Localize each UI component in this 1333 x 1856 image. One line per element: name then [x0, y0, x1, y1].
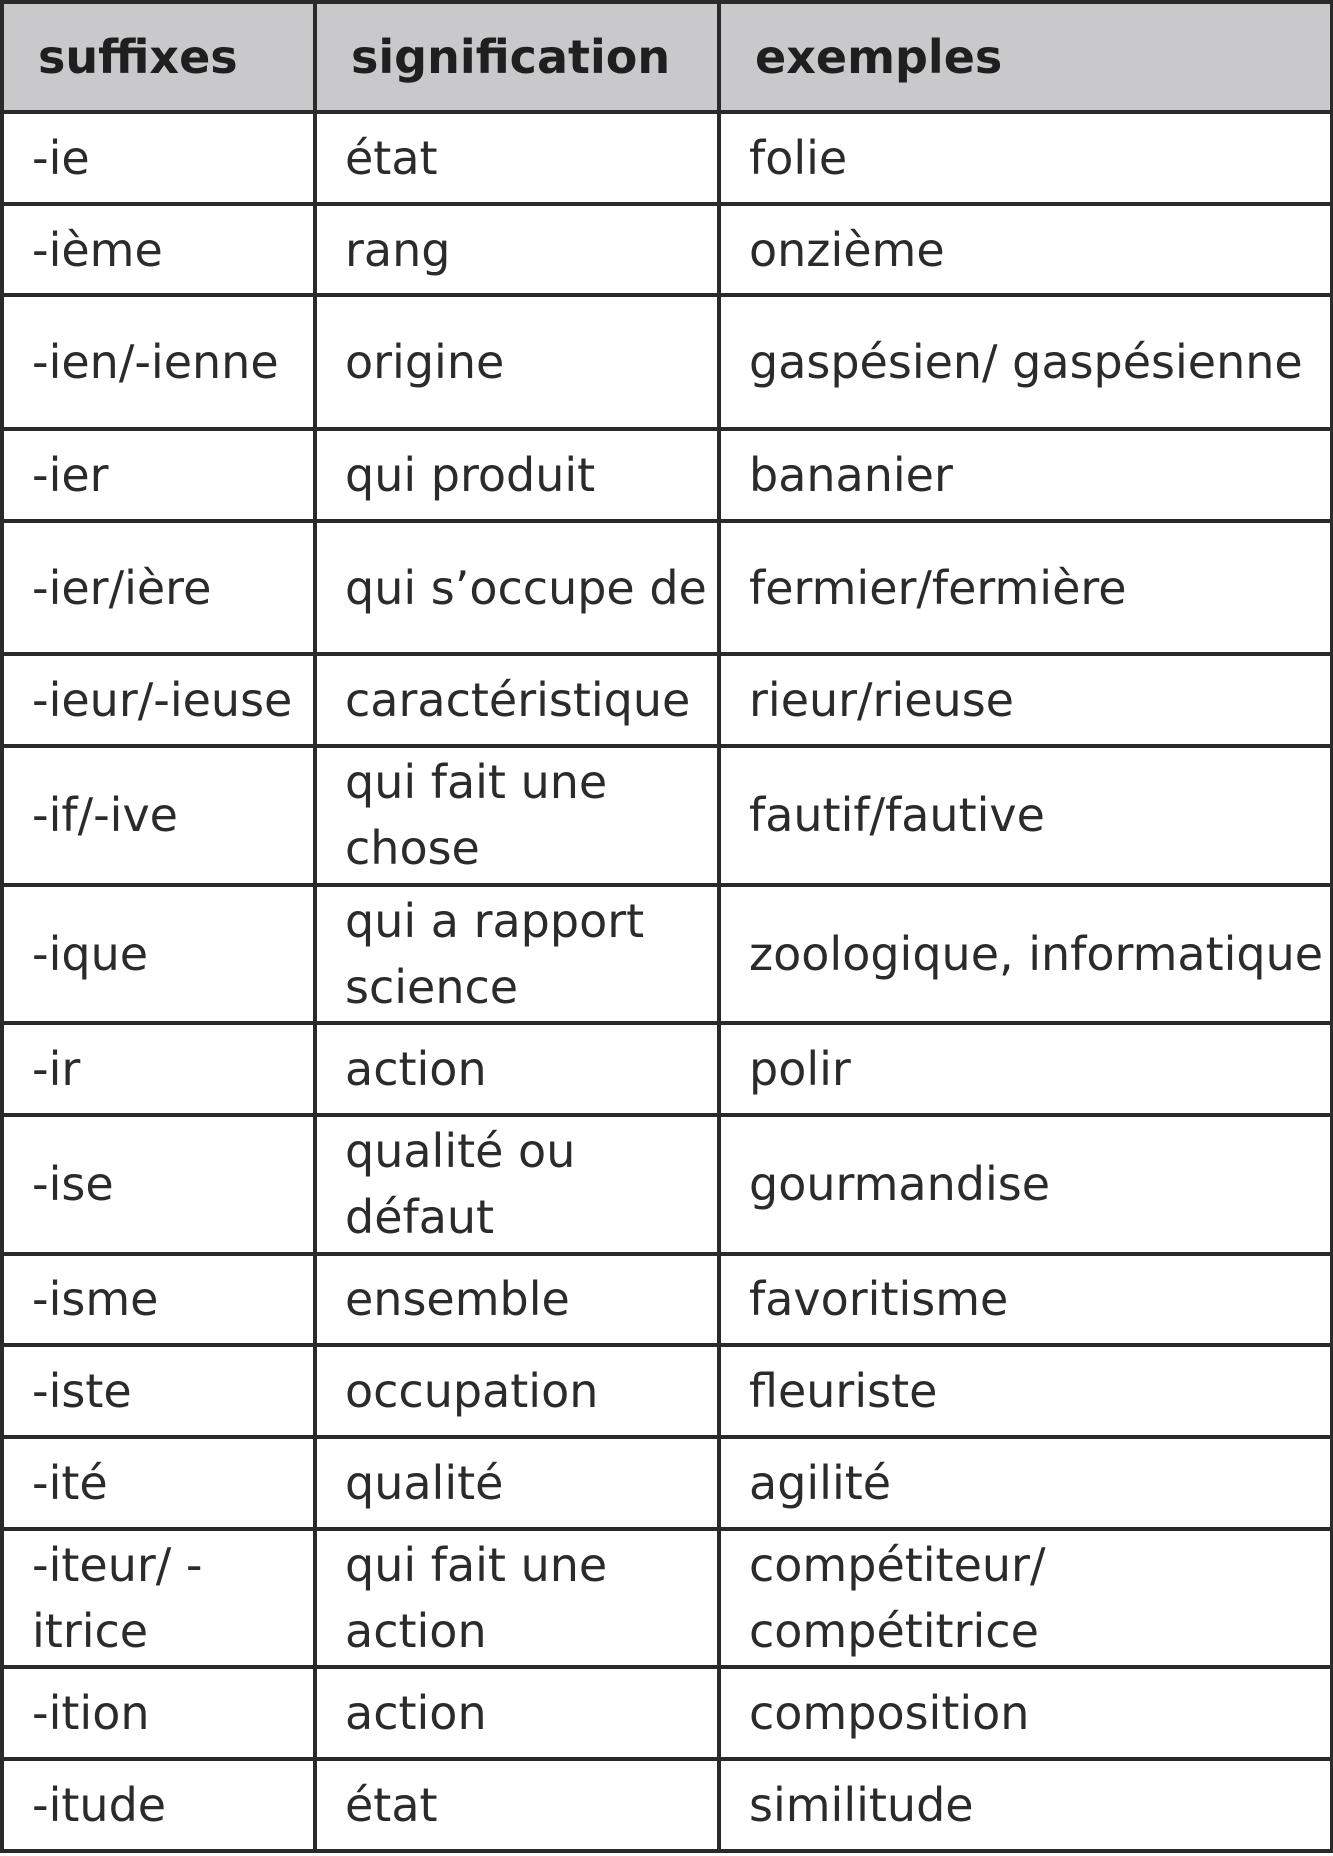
suffix-cell: -ir	[2, 1023, 315, 1115]
example-cell: rieur/rieuse	[719, 654, 1332, 746]
example-cell: zoologique, informatique	[719, 885, 1332, 1024]
suffix-cell: -ition	[2, 1667, 315, 1759]
example-cell: fautif/fautive	[719, 746, 1332, 885]
table-row	[2, 204, 1332, 296]
table-row	[2, 1759, 1332, 1851]
table-row	[2, 746, 1332, 885]
meaning-cell: qui fait une action	[315, 1529, 719, 1668]
meaning-cell: qui produit	[315, 429, 719, 521]
table-header-row	[2, 2, 1332, 112]
meaning-cell: action	[315, 1023, 719, 1115]
meaning-cell: qualité ou défaut	[315, 1115, 719, 1254]
suffix-cell: -isme	[2, 1254, 315, 1346]
table-row	[2, 429, 1332, 521]
suffix-cell: -itude	[2, 1759, 315, 1851]
table-row	[2, 295, 1332, 429]
meaning-cell: qui fait une chose	[315, 746, 719, 885]
table-row	[2, 1437, 1332, 1529]
example-cell: onzième	[719, 204, 1332, 296]
meaning-cell: action	[315, 1667, 719, 1759]
table-row	[2, 1345, 1332, 1437]
table-row	[2, 1254, 1332, 1346]
example-cell: favoritisme	[719, 1254, 1332, 1346]
table-row	[2, 1667, 1332, 1759]
meaning-cell: occupation	[315, 1345, 719, 1437]
suffix-cell: -ie	[2, 112, 315, 204]
example-cell: fleuriste	[719, 1345, 1332, 1437]
meaning-cell: qualité	[315, 1437, 719, 1529]
suffix-cell: -iteur/ -itrice	[2, 1529, 315, 1668]
suffix-cell: -ique	[2, 885, 315, 1024]
example-cell: bananier	[719, 429, 1332, 521]
suffix-cell: -ité	[2, 1437, 315, 1529]
table-row	[2, 1115, 1332, 1254]
suffix-cell: -ien/-ienne	[2, 295, 315, 429]
example-cell: fermier/fermière	[719, 521, 1332, 655]
table-row	[2, 885, 1332, 1024]
example-cell: compétiteur/ compétitrice	[719, 1529, 1332, 1668]
meaning-cell: rang	[315, 204, 719, 296]
table-row	[2, 654, 1332, 746]
suffix-cell: -ise	[2, 1115, 315, 1254]
example-cell: similitude	[719, 1759, 1332, 1851]
meaning-cell: ensemble	[315, 1254, 719, 1346]
example-cell: gourmandise	[719, 1115, 1332, 1254]
suffix-cell: -ier/ière	[2, 521, 315, 655]
suffix-cell: -ier	[2, 429, 315, 521]
column-header-signification: signification	[315, 2, 719, 112]
meaning-cell: origine	[315, 295, 719, 429]
example-cell: polir	[719, 1023, 1332, 1115]
suffix-cell: -if/-ive	[2, 746, 315, 885]
example-cell: agilité	[719, 1437, 1332, 1529]
column-header-suffixes: suffixes	[2, 2, 315, 112]
meaning-cell: qui s’occupe de	[315, 521, 719, 655]
suffix-cell: -ieur/-ieuse	[2, 654, 315, 746]
example-cell: composition	[719, 1667, 1332, 1759]
table-row	[2, 112, 1332, 204]
example-cell: gaspésien/ gaspésienne	[719, 295, 1332, 429]
suffix-cell: -iste	[2, 1345, 315, 1437]
table-row	[2, 1023, 1332, 1115]
suffix-cell: -ième	[2, 204, 315, 296]
meaning-cell: état	[315, 1759, 719, 1851]
table-row	[2, 521, 1332, 655]
example-cell: folie	[719, 112, 1332, 204]
meaning-cell: caractéristique	[315, 654, 719, 746]
meaning-cell: état	[315, 112, 719, 204]
table-row	[2, 1529, 1332, 1668]
meaning-cell: qui a rapport science	[315, 885, 719, 1024]
column-header-exemples: exemples	[719, 2, 1332, 112]
